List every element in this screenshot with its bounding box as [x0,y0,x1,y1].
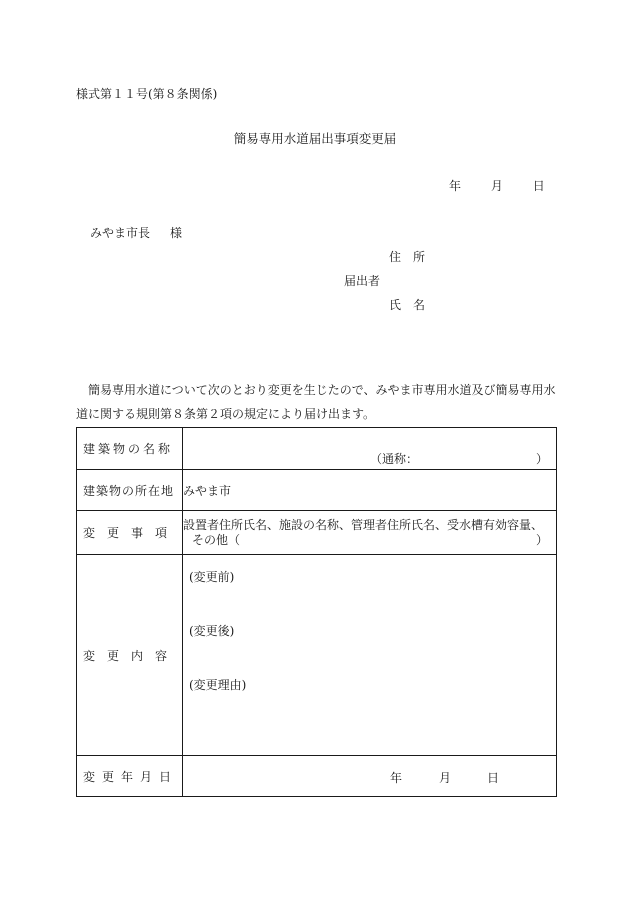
after-label: (変更後) [189,624,235,638]
change-items-line1: 設置者住所氏名、施設の名称、管理者住所氏名、受水槽有効容量、 [183,517,544,532]
name-label: 氏 名 [389,298,426,312]
building-location-value[interactable]: みやま市 [183,470,557,511]
before-label: (変更前) [189,570,235,584]
tsusho-open: （通称： [369,452,418,466]
tsusho-field [370,450,548,467]
other-close: ） [536,532,549,547]
reason-label: (変更理由) [189,678,247,692]
applicant-label: 届出者 [344,274,381,288]
address-label: 住 所 [389,250,426,264]
other-open: その他（ [192,532,241,547]
page-title: 簡易専用水道届出事項変更届 [233,131,397,146]
addressee-honorific: 様 [170,226,183,240]
addressee [90,224,182,241]
change-date-field[interactable] [183,756,557,797]
building-location-label: 建築物の所在地 [77,470,183,511]
change-date-year: 年 [390,771,403,785]
change-content-label: 変 更 内 容 [77,555,183,756]
change-content-field[interactable] [183,555,557,756]
change-date-day: 日 [487,771,500,785]
body-text-content: 簡易専用水道について次のとおり変更を生じたので、みやま市専用水道及び簡易専用水道に関する規則第８条第２項の規定により届け出ます。 [76,383,556,421]
change-items-field[interactable] [183,511,557,555]
row-change-items [77,511,557,555]
row-building-name [77,428,557,470]
row-change-date [77,756,557,797]
change-date-month: 月 [439,771,452,785]
change-items-label: 変 更 事 項 [77,511,183,555]
body-text [76,378,557,426]
change-form-table [76,427,557,797]
date-month: 月 [490,179,503,193]
tsusho-close: ） [535,452,548,466]
row-building-location [77,470,557,511]
form-number: 様式第１１号(第８条関係) [76,87,218,101]
date-day: 日 [532,179,545,193]
row-change-content [77,555,557,756]
change-items-line2 [183,533,556,548]
addressee-name: みやま市長 [90,226,151,240]
submission-date [449,177,545,194]
building-name-label: 建築物の名称 [77,428,183,470]
change-date-label: 変更年月日 [77,756,183,797]
building-name-field[interactable] [183,428,557,470]
date-year: 年 [449,179,462,193]
